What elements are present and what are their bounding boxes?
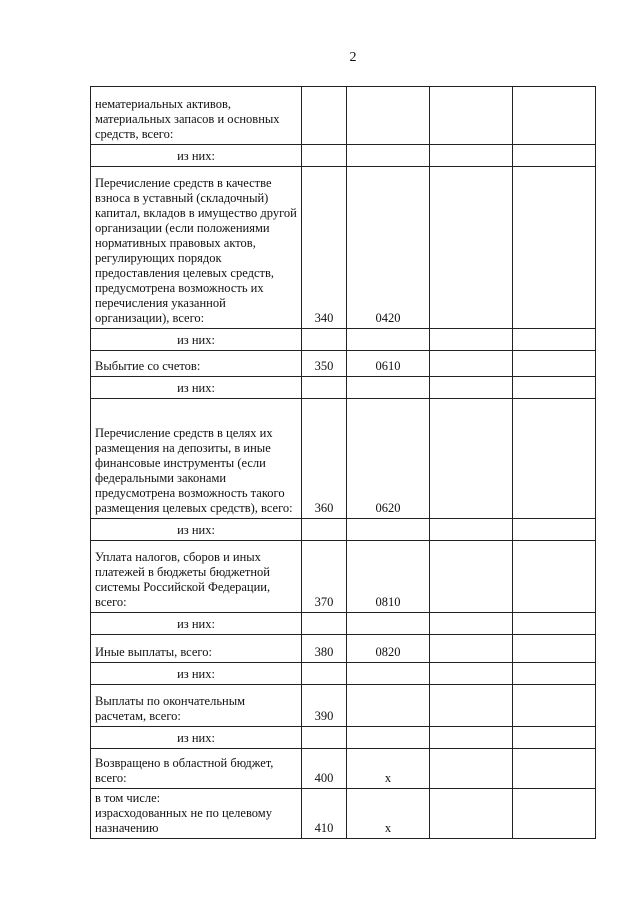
value-cell	[513, 613, 596, 635]
value-cell	[513, 749, 596, 789]
value-cell	[513, 377, 596, 399]
analytic-code	[347, 613, 430, 635]
row-name: из них:	[91, 613, 302, 635]
table-row	[91, 167, 596, 329]
row-name: из них:	[91, 663, 302, 685]
line-code: 360	[302, 399, 347, 519]
value-cell	[430, 399, 513, 519]
row-name-detail: израсходованных не по целевому назначению	[95, 806, 272, 835]
value-cell	[513, 399, 596, 519]
analytic-code	[347, 377, 430, 399]
value-cell	[513, 145, 596, 167]
row-name: из них:	[91, 145, 302, 167]
analytic-code	[347, 685, 430, 727]
line-code: 390	[302, 685, 347, 727]
table-row	[91, 541, 596, 613]
table-row	[91, 663, 596, 685]
line-code: 370	[302, 541, 347, 613]
analytic-code	[347, 329, 430, 351]
table-row	[91, 635, 596, 663]
value-cell	[513, 663, 596, 685]
line-code	[302, 329, 347, 351]
value-cell	[513, 329, 596, 351]
table-row	[91, 377, 596, 399]
table-row	[91, 749, 596, 789]
value-cell	[513, 685, 596, 727]
analytic-code: 0610	[347, 351, 430, 377]
table-row	[91, 145, 596, 167]
table-row	[91, 685, 596, 727]
line-code	[302, 145, 347, 167]
value-cell	[430, 145, 513, 167]
analytic-code	[347, 519, 430, 541]
value-cell	[430, 87, 513, 145]
analytic-code: 0820	[347, 635, 430, 663]
row-name: нематериальных активов, материальных запасов и основных средств, всего:	[91, 87, 302, 145]
page-number: 2	[349, 50, 357, 65]
analytic-code	[347, 663, 430, 685]
table-row	[91, 87, 596, 145]
line-code: 410	[302, 789, 347, 839]
line-code: 400	[302, 749, 347, 789]
line-code	[302, 727, 347, 749]
value-cell	[430, 727, 513, 749]
line-code	[302, 613, 347, 635]
value-cell	[430, 613, 513, 635]
row-name	[91, 789, 302, 839]
table-row	[91, 613, 596, 635]
table-row	[91, 727, 596, 749]
value-cell	[430, 685, 513, 727]
value-cell	[513, 635, 596, 663]
table-row	[91, 789, 596, 839]
line-code: 380	[302, 635, 347, 663]
row-name-prefix: в том числе:	[95, 791, 161, 805]
analytic-code	[347, 145, 430, 167]
value-cell	[513, 541, 596, 613]
value-cell	[430, 351, 513, 377]
value-cell	[430, 541, 513, 613]
value-cell	[430, 749, 513, 789]
value-cell	[430, 663, 513, 685]
analytic-code: 0420	[347, 167, 430, 329]
value-cell	[513, 789, 596, 839]
analytic-code: x	[347, 749, 430, 789]
value-cell	[430, 635, 513, 663]
line-code	[302, 519, 347, 541]
line-code	[302, 87, 347, 145]
table-row	[91, 351, 596, 377]
analytic-code: 0620	[347, 399, 430, 519]
analytic-code: x	[347, 789, 430, 839]
value-cell	[513, 519, 596, 541]
analytic-code: 0810	[347, 541, 430, 613]
row-name: из них:	[91, 377, 302, 399]
value-cell	[513, 351, 596, 377]
table-row	[91, 519, 596, 541]
value-cell	[513, 167, 596, 329]
line-code	[302, 377, 347, 399]
table-row	[91, 329, 596, 351]
value-cell	[430, 519, 513, 541]
line-code: 340	[302, 167, 347, 329]
row-name: Перечисление средств в качестве взноса в уставный (складочный) капитал, вкладов в имущество другой организации (если положениями нормативных правовых актов, регулирующих порядок предоставления целевых средств, предусмотрена возможность их перечисления указанной организации), всего:	[91, 167, 302, 329]
value-cell	[430, 167, 513, 329]
table-row	[91, 399, 596, 519]
analytic-code	[347, 87, 430, 145]
analytic-code	[347, 727, 430, 749]
row-name: Выбытие со счетов:	[91, 351, 302, 377]
value-cell	[513, 87, 596, 145]
row-name: Выплаты по окончательным расчетам, всего:	[91, 685, 302, 727]
report-table	[90, 86, 596, 839]
row-name: из них:	[91, 519, 302, 541]
row-name: Перечисление средств в целях их размещения на депозиты, в иные финансовые инструменты (если федеральными законами предусмотрена возможность такого размещения целевых средств), всего:	[91, 399, 302, 519]
row-name: Возвращено в областной бюджет, всего:	[91, 749, 302, 789]
row-name: Уплата налогов, сборов и иных платежей в бюджеты бюджетной системы Российской Федерации, всего:	[91, 541, 302, 613]
row-name: из них:	[91, 727, 302, 749]
value-cell	[513, 727, 596, 749]
row-name: из них:	[91, 329, 302, 351]
value-cell	[430, 789, 513, 839]
line-code	[302, 663, 347, 685]
value-cell	[430, 329, 513, 351]
value-cell	[430, 377, 513, 399]
line-code: 350	[302, 351, 347, 377]
row-name: Иные выплаты, всего:	[91, 635, 302, 663]
